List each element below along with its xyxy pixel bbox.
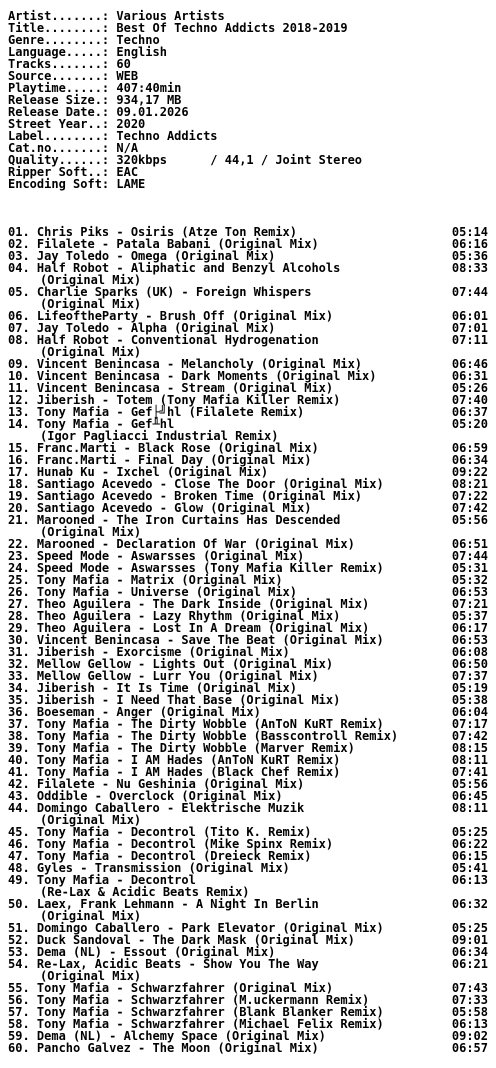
track-title: Marooned - The Iron Curtains Has Descended	[36, 513, 341, 527]
metadata-value: N/A	[116, 141, 139, 155]
track-number: 24.	[8, 561, 37, 575]
track-duration: 06:34	[451, 945, 488, 959]
track-number: 41.	[8, 765, 37, 779]
track-duration: 07:42	[451, 501, 488, 515]
track-duration: 05:19	[451, 681, 488, 695]
track-title: Duck Sandoval - The Dark Mask (Original Mix)	[36, 933, 355, 947]
track-title: Jiberish - I Need That Base (Original Mix)	[36, 693, 341, 707]
metadata-label: Source.......:	[8, 69, 117, 83]
track-duration: 07:11	[451, 333, 488, 347]
track-title: Tony Mafia - Decontrol	[36, 873, 196, 887]
track-title: Vincent Benincasa - Stream (Original Mix)	[36, 381, 334, 395]
track-title: Jiberish - It Is Time (Original Mix)	[36, 681, 297, 695]
track-title: Oddible - Overclock (Original Mix)	[36, 789, 283, 803]
track-title: Charlie Sparks (UK) - Foreign Whispers	[36, 285, 312, 299]
track-duration: 05:31	[451, 561, 488, 575]
track-title: Dema (NL) - Alchemy Space (Original Mix)	[36, 1029, 326, 1043]
track-title: Jiberish - Totem (Tony Mafia Killer Remix)	[36, 393, 341, 407]
track-number: 59.	[8, 1029, 37, 1043]
track-title: Jiberish - Exorcisme (Original Mix)	[36, 645, 290, 659]
track-number: 35.	[8, 693, 37, 707]
track-number: 34.	[8, 681, 37, 695]
track-title: Re-Lax, Acidic Beats - Show You The Way	[36, 957, 319, 971]
track-number: 38.	[8, 729, 37, 743]
track-number: 40.	[8, 753, 37, 767]
track-duration: 07:41	[451, 765, 488, 779]
track-duration: 06:21	[451, 957, 488, 971]
track-title: Tony Mafia - The Dirty Wobble (AnToN KuRT Remix)	[36, 717, 384, 731]
track-title: Domingo Caballero - Park Elevator (Original Mix)	[36, 921, 384, 935]
track-title-continuation: (Re-Lax & Acidic Beats Remix)	[40, 885, 250, 899]
track-title: Vincent Benincasa - Melancholy (Original Mix)	[36, 357, 363, 371]
track-number: 51.	[8, 921, 37, 935]
track-duration: 06:15	[451, 849, 488, 863]
track-title-continuation: (Original Mix)	[40, 345, 142, 359]
track-duration: 06:16	[451, 237, 488, 251]
track-title: Half Robot - Conventional Hydrogenation	[36, 333, 319, 347]
metadata-label: Artist.......:	[8, 9, 117, 23]
track-duration: 07:37	[451, 669, 488, 683]
track-number: 10.	[8, 369, 37, 383]
track-duration: 05:58	[451, 1005, 488, 1019]
track-duration: 06:01	[451, 309, 488, 323]
track-number: 48.	[8, 861, 37, 875]
track-number: 22.	[8, 537, 37, 551]
track-number: 02.	[8, 237, 37, 251]
track-number: 29.	[8, 621, 37, 635]
track-title: Santiago Acevedo - Broken Time (Original Mix)	[36, 489, 363, 503]
track-title-continuation: (Original Mix)	[40, 969, 142, 983]
track-duration: 07:17	[451, 717, 488, 731]
track-duration: 05:26	[451, 381, 488, 395]
track-number: 14.	[8, 417, 37, 431]
track-title: Speed Mode - Aswarsses (Tony Mafia Killer Remix)	[36, 561, 384, 575]
track-title: Tony Mafia - Matrix (Original Mix)	[36, 573, 283, 587]
track-title: Dema (NL) - Essout (Original Mix)	[36, 945, 276, 959]
track-duration: 05:20	[451, 417, 488, 431]
track-number: 44.	[8, 801, 37, 815]
metadata-value: 934,17 MB	[116, 93, 182, 107]
track-number: 23.	[8, 549, 37, 563]
metadata-value: Techno	[116, 33, 160, 47]
track-title: Theo Aguilera - The Dark Inside (Original Mix)	[36, 597, 370, 611]
track-duration: 07:33	[451, 993, 488, 1007]
track-number: 53.	[8, 945, 37, 959]
track-duration: 05:56	[451, 513, 488, 527]
track-duration: 06:34	[451, 453, 488, 467]
track-duration: 06:13	[451, 873, 488, 887]
tracklist	[8, 226, 496, 1054]
metadata-value: Various Artists	[116, 9, 225, 23]
track-title: Vincent Benincasa - Dark Moments (Original Mix)	[36, 369, 377, 383]
track-duration: 06:17	[451, 621, 488, 635]
track-duration: 07:40	[451, 393, 488, 407]
metadata-label: Playtime.....:	[8, 81, 117, 95]
track-number: 26.	[8, 585, 37, 599]
track-title-continuation: (Original Mix)	[40, 273, 142, 287]
track-title: Tony Mafia - Decontrol (Mike Spinx Remix)	[36, 837, 334, 851]
track-duration: 06:32	[451, 897, 488, 911]
track-duration: 05:41	[451, 861, 488, 875]
track-number: 16.	[8, 453, 37, 467]
track-number: 36.	[8, 705, 37, 719]
track-number: 43.	[8, 789, 37, 803]
track-title: Jay Toledo - Omega (Original Mix)	[36, 249, 276, 263]
track-number: 19.	[8, 489, 37, 503]
track-number: 04.	[8, 261, 37, 275]
track-duration: 05:14	[451, 225, 488, 239]
metadata-value: Techno Addicts	[116, 129, 218, 143]
track-title: Pancho Galvez - The Moon (Original Mix)	[36, 1041, 319, 1055]
track-duration: 07:01	[451, 321, 488, 335]
metadata-label: Genre........:	[8, 33, 117, 47]
track-duration: 06:04	[451, 705, 488, 719]
track-number: 49.	[8, 873, 37, 887]
track-number: 32.	[8, 657, 37, 671]
track-number: 45.	[8, 825, 37, 839]
metadata-value: WEB	[116, 69, 139, 83]
track-number: 47.	[8, 849, 37, 863]
track-title: Filalete - Nu Geshinia (Original Mix)	[36, 777, 305, 791]
metadata-label: Tracks.......:	[8, 57, 117, 71]
track-duration: 05:56	[451, 777, 488, 791]
track-number: 54.	[8, 957, 37, 971]
track-number: 11.	[8, 381, 37, 395]
track-duration: 07:43	[451, 981, 488, 995]
track-row	[8, 1042, 496, 1054]
track-title: Tony Mafia - Schwarzfahrer (Original Mix)	[36, 981, 334, 995]
track-title-continuation: (Original Mix)	[40, 297, 142, 311]
track-number: 37.	[8, 717, 37, 731]
metadata-value: 320kbps / 44,1 / Joint Stereo	[116, 153, 363, 167]
track-title: Theo Aguilera - Lazy Rhythm (Original Mix)	[36, 609, 341, 623]
track-duration: 05:36	[451, 249, 488, 263]
metadata-line	[8, 178, 496, 190]
metadata-label: Ripper Soft..:	[8, 165, 117, 179]
track-number: 28.	[8, 609, 37, 623]
metadata-value: English	[116, 45, 167, 59]
release-metadata	[8, 10, 496, 190]
track-title: Gyles - Transmission (Original Mix)	[36, 861, 290, 875]
track-title: Tony Mafia - Decontrol (Dreieck Remix)	[36, 849, 312, 863]
track-duration: 06:08	[451, 645, 488, 659]
track-title: Tony Mafia - Decontrol (Tito K. Remix)	[36, 825, 312, 839]
track-number: 07.	[8, 321, 37, 335]
track-duration: 07:22	[451, 489, 488, 503]
track-number: 20.	[8, 501, 37, 515]
track-title: Tony Mafia - The Dirty Wobble (Basscontroll Remix)	[36, 729, 399, 743]
track-number: 31.	[8, 645, 37, 659]
track-duration: 05:25	[451, 921, 488, 935]
track-number: 55.	[8, 981, 37, 995]
track-duration: 06:53	[451, 585, 488, 599]
track-title: Speed Mode - Aswarsses (Original Mix)	[36, 549, 305, 563]
track-duration: 08:33	[451, 261, 488, 275]
track-duration: 08:11	[451, 753, 488, 767]
metadata-label: Release Date.:	[8, 105, 117, 119]
track-duration: 05:32	[451, 573, 488, 587]
track-title: Santiago Acevedo - Close The Door (Original Mix)	[36, 477, 384, 491]
track-duration: 06:45	[451, 789, 488, 803]
track-title: Tony Mafia - I AM Hades (AnToN KuRT Remix)	[36, 753, 341, 767]
track-duration: 07:44	[451, 285, 488, 299]
track-number: 33.	[8, 669, 37, 683]
track-title: Franc.Marti - Black Rose (Original Mix)	[36, 441, 319, 455]
track-duration: 06:53	[451, 633, 488, 647]
track-title: Tony Mafia - Schwarzfahrer (M.uckermann Remix)	[36, 993, 370, 1007]
metadata-label: Quality......:	[8, 153, 117, 167]
metadata-label: Title........:	[8, 21, 117, 35]
track-title: Tony Mafia - I AM Hades (Black Chef Remix)	[36, 765, 341, 779]
track-duration: 06:13	[451, 1017, 488, 1031]
metadata-label: Encoding Soft:	[8, 177, 117, 191]
track-number: 09.	[8, 357, 37, 371]
metadata-label: Release Size.:	[8, 93, 117, 107]
track-duration: 06:57	[451, 1041, 488, 1055]
track-duration: 08:15	[451, 741, 488, 755]
track-duration: 06:37	[451, 405, 488, 419]
track-duration: 06:59	[451, 441, 488, 455]
track-title: Tony Mafia - The Dirty Wobble (Marver Remix)	[36, 741, 355, 755]
metadata-label: Street Year..:	[8, 117, 117, 131]
track-title: Mellow Gellow - Lights Out (Original Mix)	[36, 657, 334, 671]
metadata-label: Cat.no.......:	[8, 141, 117, 155]
track-title: Chris Piks - Osiris (Atze Ton Remix)	[36, 225, 297, 239]
track-title-continuation: (Igor Pagliacci Industrial Remix)	[40, 429, 279, 443]
track-duration: 08:21	[451, 477, 488, 491]
track-duration: 05:37	[451, 609, 488, 623]
track-duration: 07:42	[451, 729, 488, 743]
track-number: 50.	[8, 897, 37, 911]
track-number: 46.	[8, 837, 37, 851]
track-title: Filalete - Patala Babani (Original Mix)	[36, 237, 319, 251]
metadata-value: 407:40min	[116, 81, 182, 95]
track-title-continuation: (Original Mix)	[40, 909, 142, 923]
track-title: Tony Mafia - Schwarzfahrer (Michael Felix Remix)	[36, 1017, 384, 1031]
track-title: Theo Aguilera - Lost In A Dream (Original Mix)	[36, 621, 370, 635]
track-number: 05.	[8, 285, 37, 299]
track-number: 27.	[8, 597, 37, 611]
track-title: Mellow Gellow - Lurr You (Original Mix)	[36, 669, 319, 683]
track-number: 25.	[8, 573, 37, 587]
spacer	[8, 190, 496, 226]
metadata-value: 60	[116, 57, 131, 71]
track-number: 52.	[8, 933, 37, 947]
track-number: 01.	[8, 225, 37, 239]
track-duration: 05:25	[451, 825, 488, 839]
track-title-continuation: (Original Mix)	[40, 525, 142, 539]
track-duration: 06:22	[451, 837, 488, 851]
track-duration: 06:51	[451, 537, 488, 551]
track-title: Tony Mafia - Gef├╝hl (Filalete Remix)	[36, 405, 305, 419]
track-duration: 07:44	[451, 549, 488, 563]
metadata-value: Best Of Techno Addicts 2018-2019	[116, 21, 348, 35]
track-title: Half Robot - Aliphatic and Benzyl Alcohols	[36, 261, 341, 275]
track-title: Santiago Acevedo - Glow (Original Mix)	[36, 501, 312, 515]
track-duration: 06:46	[451, 357, 488, 371]
track-duration: 06:50	[451, 657, 488, 671]
track-title: Domingo Caballero - Elektrische Muzik	[36, 801, 305, 815]
track-title-continuation: (Original Mix)	[40, 813, 142, 827]
track-title: Franc.Marti - Final Day (Original Mix)	[36, 453, 312, 467]
metadata-value: EAC	[116, 165, 139, 179]
track-number: 15.	[8, 441, 37, 455]
track-title: LifeoftheParty - Brush Off (Original Mix)	[36, 309, 334, 323]
track-number: 17.	[8, 465, 37, 479]
metadata-label: Label........:	[8, 129, 117, 143]
track-duration: 07:21	[451, 597, 488, 611]
track-number: 30.	[8, 633, 37, 647]
track-number: 39.	[8, 741, 37, 755]
metadata-value: LAME	[116, 177, 146, 191]
track-title: Tony Mafia - Gef╨hl	[36, 417, 175, 431]
track-title: Boeseman - Anger (Original Mix)	[36, 705, 261, 719]
track-number: 21.	[8, 513, 37, 527]
track-title: Tony Mafia - Universe (Original Mix)	[36, 585, 297, 599]
metadata-label: Language.....:	[8, 45, 117, 59]
track-title: Laex, Frank Lehmann - A Night In Berlin	[36, 897, 319, 911]
track-number: 42.	[8, 777, 37, 791]
track-duration: 09:22	[451, 465, 488, 479]
track-duration: 09:01	[451, 933, 488, 947]
track-title: Vincent Benincasa - Save The Beat (Original Mix)	[36, 633, 384, 647]
track-number: 06.	[8, 309, 37, 323]
track-duration: 06:31	[451, 369, 488, 383]
track-number: 18.	[8, 477, 37, 491]
track-number: 08.	[8, 333, 37, 347]
track-duration: 05:38	[451, 693, 488, 707]
track-title: Hunab Ku - Ixchel (Original Mix)	[36, 465, 269, 479]
track-number: 03.	[8, 249, 37, 263]
metadata-value: 09.01.2026	[116, 105, 189, 119]
track-number: 12.	[8, 393, 37, 407]
track-number: 60.	[8, 1041, 37, 1055]
track-title: Jay Toledo - Alpha (Original Mix)	[36, 321, 276, 335]
track-duration: 08:11	[451, 801, 488, 815]
track-number: 56.	[8, 993, 37, 1007]
track-title: Marooned - Declaration Of War (Original Mix)	[36, 537, 355, 551]
track-title: Tony Mafia - Schwarzfahrer (Blank Blanker Remix)	[36, 1005, 384, 1019]
metadata-value: 2020	[116, 117, 146, 131]
track-number: 13.	[8, 405, 37, 419]
track-number: 58.	[8, 1017, 37, 1031]
track-duration: 09:02	[451, 1029, 488, 1043]
track-number: 57.	[8, 1005, 37, 1019]
